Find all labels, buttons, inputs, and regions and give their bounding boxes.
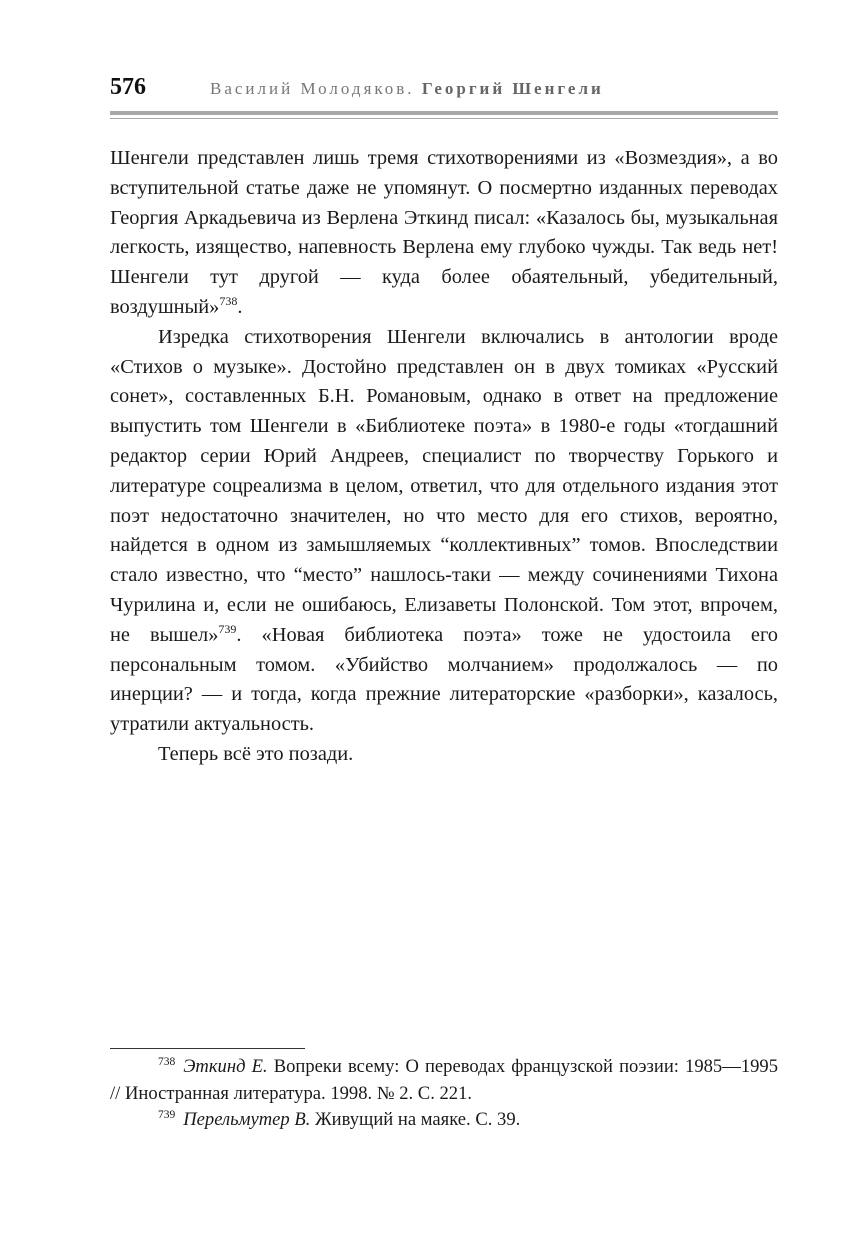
footnote-number: 738 bbox=[158, 1056, 176, 1068]
paragraph-1-end: . bbox=[237, 295, 243, 318]
paragraph-2-text-b: . «Новая библиотека поэта» тоже не удостоила его персональным томом. «Убийство молчанием» продолжалось — по инерции? — и тогда, когда прежние литераторские «разборки», казалось, утратили актуальность. bbox=[110, 623, 778, 736]
paragraph-1 bbox=[110, 144, 778, 323]
header-rule-thick bbox=[110, 111, 778, 115]
footnotes bbox=[110, 1054, 778, 1134]
footnote-text: Живущий на маяке. С. 39. bbox=[310, 1109, 521, 1130]
footnote-number: 739 bbox=[158, 1109, 176, 1121]
paragraph-3-text: Теперь всё это позади. bbox=[158, 742, 354, 765]
footnote-separator bbox=[110, 1048, 305, 1049]
running-book-title: Георгий Шенгели bbox=[421, 79, 604, 98]
paragraph-2 bbox=[110, 323, 778, 740]
footnote-text: Вопреки всему: О переводах французской поэзии: 1985—1995 // Иностранная литература. 1998. № 2. С. 221. bbox=[110, 1056, 779, 1104]
paragraph-3 bbox=[110, 740, 778, 770]
paragraph-2-text-a: Изредка стихотворения Шенгели включались в антологии вроде «Стихов о музыке». Достойно представлен он в двух томиках «Русский сонет», составленных Б.Н. Романовым, однако в ответ на предложение выпустить том Шенгели в «Библиотеке поэта» в 1980-е годы «тогдашний редактор серии Юрий Андреев, специалист по творчеству Горького и литературе соцреализма в целом, ответил, что для отдельного издания этот поэт недостаточно значителен, но что место для его стихов, вероятно, найдется в одном из замышляемых “коллективных” томов. Впоследствии стало известно, что “место” нашлось-таки — между сочинениями Тихона Чурилина и, если не ошибаюсь, Елизаветы Полонской. Том этот, впрочем, не вышел» bbox=[110, 325, 778, 646]
footnote-ref-739[interactable]: 739 bbox=[218, 621, 237, 636]
header-rule-thin bbox=[110, 118, 778, 119]
footnote-738 bbox=[110, 1054, 778, 1107]
running-title bbox=[210, 79, 604, 99]
footnote-author: Перельмутер В. bbox=[183, 1109, 311, 1130]
main-text bbox=[110, 144, 778, 770]
footnote-ref-738[interactable]: 738 bbox=[219, 293, 238, 308]
running-header bbox=[110, 74, 778, 106]
paragraph-1-text: Шенгели представлен лишь тремя стихотворениями из «Возмездия», а во вступительной статье даже не упомянут. О посмертно изданных переводах Георгия Аркадьевича из Верлена Эткинд писал: «Казалось бы, музыкальная легкость, изящество, напевность Верлена ему глубоко чужды. Так ведь нет! Шенгели тут другой — куда более обаятельный, убедительный, воздушный» bbox=[110, 147, 778, 318]
footnote-739 bbox=[110, 1107, 778, 1134]
page-number: 576 bbox=[110, 74, 146, 100]
running-author: Василий Молодяков. bbox=[210, 79, 415, 98]
footnote-author: Эткинд Е. bbox=[183, 1056, 268, 1077]
